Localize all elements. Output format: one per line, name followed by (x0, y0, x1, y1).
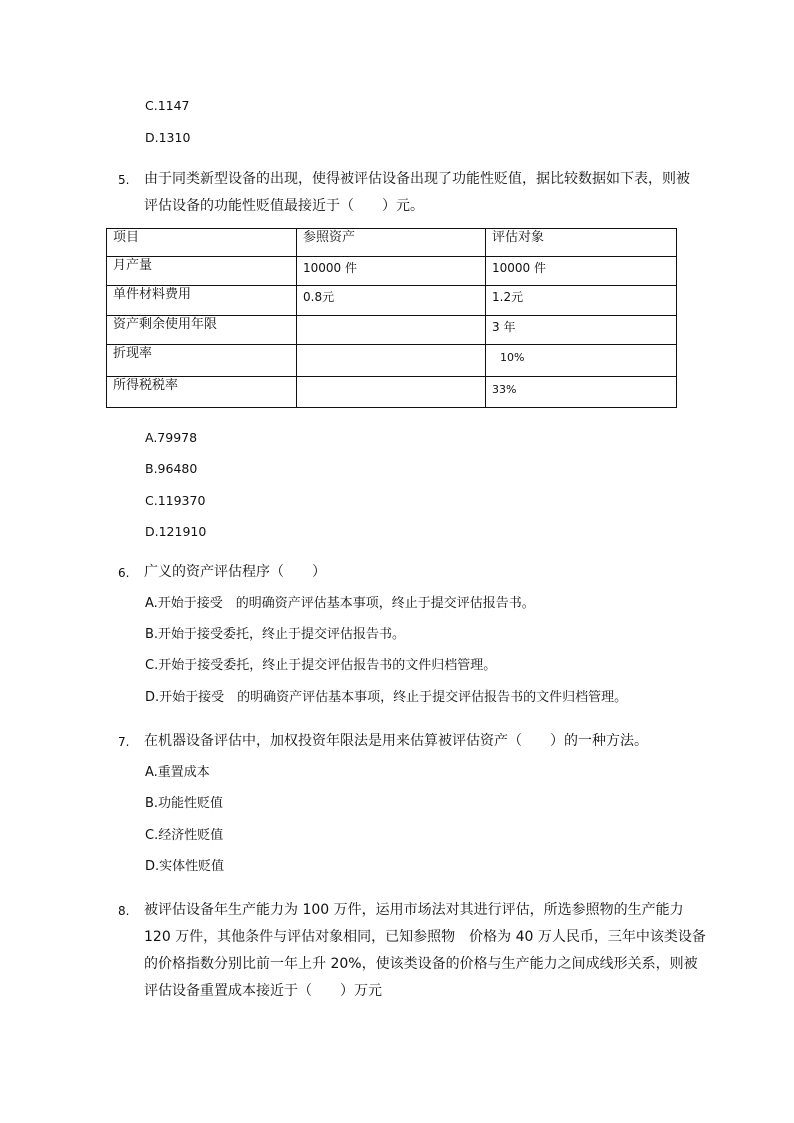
q7-number: 7. (118, 735, 130, 749)
q6-option-c: C.开始于接受委托，终止于提交评估报告书的文件归档管理。 (145, 658, 497, 673)
table-cell: 10000 件 (297, 256, 486, 286)
table-cell (297, 376, 486, 408)
q5-text-line1: 由于同类新型设备的出现，使得被评估设备出现了功能性贬值，据比较数据如下表，则被 (144, 171, 690, 187)
table-row (107, 345, 677, 377)
q5-option-b: B.96480 (145, 461, 198, 476)
q7-option-c: C.经济性贬值 (145, 828, 224, 843)
table-cell: 0.8元 (297, 286, 486, 316)
table-cell: 单件材料费用 (107, 286, 297, 316)
q5-number: 5. (118, 173, 130, 187)
q6-option-b: B.开始于接受委托，终止于提交评估报告书。 (145, 627, 406, 642)
table-header-cell: 参照资产 (297, 229, 486, 257)
table-cell: 1.2元 (486, 286, 677, 316)
table-cell: 10000 件 (486, 256, 677, 286)
q4-option-d: D.1310 (145, 130, 191, 145)
q7-option-b: B.功能性贬值 (145, 796, 224, 811)
q6-text: 广义的资产评估程序（ ） (144, 564, 326, 580)
table-row (107, 376, 677, 408)
table-cell: 10% (486, 345, 677, 377)
q8-text-line4: 评估设备重置成本接近于（ ）万元 (144, 983, 382, 999)
table-cell: 折现率 (107, 345, 297, 377)
q8-text-line3: 的价格指数分别比前一年上升 20%，使该类设备的价格与生产能力之间成线形关系，则被 (144, 956, 698, 972)
q5-option-c: C.119370 (145, 493, 206, 508)
q4-option-c: C.1147 (145, 98, 190, 113)
q6-number: 6. (118, 566, 130, 580)
comparison-table (106, 228, 677, 408)
table-header-row (107, 229, 677, 257)
q5-option-d: D.121910 (145, 524, 207, 539)
table-row (107, 286, 677, 316)
table-cell: 资产剩余使用年限 (107, 315, 297, 345)
q5-option-a: A.79978 (145, 430, 198, 445)
q6-option-d: D.开始于接受 的明确资产评估基本事项，终止于提交评估报告书的文件归档管理。 (145, 690, 628, 705)
q6-option-a: A.开始于接受 的明确资产评估基本事项，终止于提交评估报告书。 (145, 596, 535, 611)
q5-text-line2: 评估设备的功能性贬值最接近于（ ）元。 (144, 198, 424, 214)
table-cell: 33% (486, 376, 677, 408)
table-header-cell: 项目 (107, 229, 297, 257)
q8-text-line1: 被评估设备年生产能力为 100 万件，运用市场法对其进行评估，所选参照物的生产能力 (144, 902, 684, 918)
table-cell: 3 年 (486, 315, 677, 345)
table-row (107, 315, 677, 345)
q8-text-line2: 120 万件，其他条件与评估对象相同，已知参照物 价格为 40 万人民币，三年中该类设备 (144, 929, 706, 945)
table-header-cell: 评估对象 (486, 229, 677, 257)
q7-text: 在机器设备评估中，加权投资年限法是用来估算被评估资产（ ）的一种方法。 (144, 733, 648, 749)
table-cell: 月产量 (107, 256, 297, 286)
q7-option-d: D.实体性贬值 (145, 859, 225, 874)
q7-option-a: A.重置成本 (145, 765, 210, 780)
q8-number: 8. (118, 904, 130, 918)
table-cell: 所得税税率 (107, 376, 297, 408)
table-row (107, 256, 677, 286)
table-cell (297, 315, 486, 345)
table-cell (297, 345, 486, 377)
